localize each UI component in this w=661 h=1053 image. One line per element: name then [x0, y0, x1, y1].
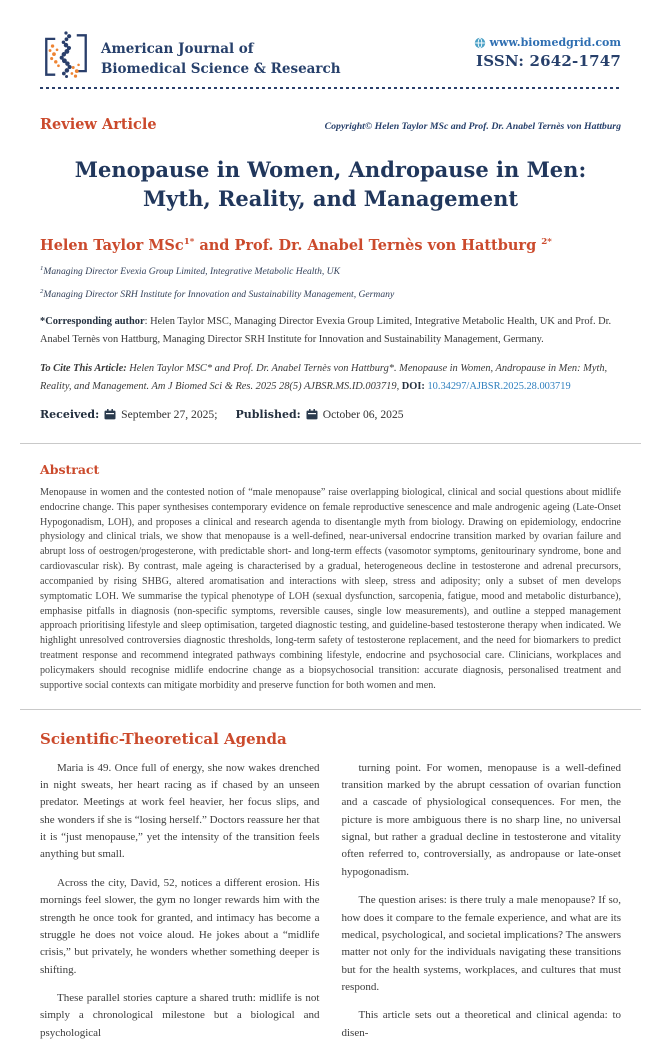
calendar-icon: [306, 409, 318, 420]
corresponding-author-block: [40, 313, 621, 349]
citation-label: To Cite This Article:: [40, 362, 130, 374]
journal-name-line1: American Journal of: [101, 41, 254, 57]
authors-line: [40, 237, 621, 254]
journal-issn: ISSN: 2642-1747: [475, 52, 621, 70]
two-column-body: [40, 760, 621, 1053]
doi-link[interactable]: 10.34297/AJBSR.2025.28.003719: [427, 380, 571, 392]
affiliation-2: [40, 288, 621, 300]
article-type-label: Review Article: [40, 116, 157, 133]
author-1-name: Helen Taylor MSc: [40, 236, 184, 254]
corresponding-author-label: *Corresponding author: [40, 316, 145, 328]
author-2-superscript: 2*: [541, 236, 552, 247]
globe-icon: [474, 37, 486, 49]
journal-header: [40, 30, 621, 80]
abstract-text: Menopause in women and the contested notion of “male menopause” raise overlapping biological, clinical and social questions about midlife endocrine change. This paper synthesises contemporary evidence on female reproductive senescence and male androgenic ageing (Late-Onset Hypogonadism, LOH), and proposes a clinical and research agenda to disentangle myth from biology. Drawing on epidemiology, endocrine physiology and clinical trials, we show that menopause is a well-defined, near-universal endocrine transition marked by ovarian failure and abrupt loss of oestrogen/progesterone, with predictable short- and long-term effects (vasomotor symptoms, genitourinary syndrome, bone and cardiovascular risk). By contrast, male ageing is characterised by a gradual, heterogeneous decline in testosterone and adrenal precursors, accompanied by rising SHBG, altered aromatisation and interactions with sleep, stress and adiposity; only a subset of men develops symptomatic LOH. We summarise the typical phenotype of LOH (sexual dysfunction, sarcopenia, fatigue, mood and metabolic disturbance), emphasise pitfalls in diagnosis (non-specific symptoms, reversible causes, single low measurements), and outline a stepped management approach prioritising lifestyle and sleep optimisation, targeted diagnostic testing, and guideline-based testosterone therapy when indicated. We highlight unresolved controversies diagnostic thresholds, long-term safety of testosterone replacement, and the need for biomarkers to predict treatment response and recommend integrated pathways combining lifestyle, endocrine and psychosocial care. Clinicians, workplaces and policymakers should recognise midlife endocrine change as a biopsychosocial transition: accurate diagnosis, personalised treatment and supportive social contexts can mitigate morbidity and preserve function for both women and men.: [40, 486, 621, 691]
affiliation-1-text: Managing Director Evexia Group Limited, Integrative Metabolic Health, UK: [43, 265, 340, 277]
section-divider: [20, 709, 641, 710]
journal-website-line: [474, 36, 621, 49]
article-meta-row: [40, 116, 621, 133]
agenda-heading: Scientific-Theoretical Agenda: [40, 729, 287, 748]
copyright-text: Copyright© Helen Taylor MSc and Prof. Dr. Anabel Ternès von Hattburg: [324, 121, 621, 132]
body-paragraph: This article sets out a theoretical and clinical agenda: to disen-: [341, 1009, 621, 1039]
affiliation-1: [40, 265, 621, 277]
journal-website-link[interactable]: www.biomedgrid.com: [489, 36, 621, 49]
dates-line: [40, 408, 621, 421]
author-1-superscript: 1*: [183, 236, 195, 247]
authors-joiner: and: [194, 236, 235, 254]
author-2-name: Prof. Dr. Anabel Ternès von Hattburg: [234, 236, 542, 254]
affiliation-1-superscript: 1: [40, 264, 44, 272]
dashed-divider: [40, 87, 621, 89]
body-paragraph: The question arises: is there truly a male menopause? If so, how does it compare to the female experience, and what are its medical, psychological, and societal implications? The answers matter not only for the individuals navigating these transitions but for the health systems, workplaces, and cultures that must respond.: [341, 894, 621, 994]
doi-label: DOI:: [401, 380, 428, 392]
journal-brand: [40, 30, 341, 80]
citation-block: [40, 360, 621, 396]
published-date: October 06, 2025: [322, 407, 404, 421]
calendar-icon: [104, 409, 116, 420]
left-column: [40, 760, 320, 1053]
corresponding-author-text: : Helen Taylor MSC, Managing Director Evexia Group Limited, Integrative Metabolic Health, UK and Prof. Dr. Anabel Ternès von Hattburg, Managing Director SRH Institute for Innovation and Sustainability Management, Germany.: [40, 316, 612, 346]
journal-name-line2: Biomedical Science & Research: [101, 61, 341, 78]
body-paragraph: These parallel stories capture a shared truth: midlife is not simply a chronological milestone but a biological and psychological: [40, 992, 320, 1039]
article-title: Menopause in Women, Andropause in Men: Myth, Reality, and Management: [74, 157, 587, 212]
body-paragraph: Maria is 49. Once full of energy, she now wakes drenched in night sweats, her heart racing as if chased by an unseen predator. Meetings at work feel heavier, her focus slips, and she wonders if she is “losing herself.” Doctors reassure her that it is “just menopause,” yet the intensity of the transition feels anything but small.: [40, 761, 320, 861]
journal-name: [101, 30, 341, 80]
journal-dna-logo-icon: [40, 30, 92, 80]
received-date: September 27, 2025;: [121, 407, 218, 421]
body-paragraph: turning point. For women, menopause is a well-defined transition marked by the abrupt cessation of ovarian function and a cascade of physiological consequences. For men, the picture is more ambiguous there is no sharp line, no universal signal, but rather a gradual decline in testosterone and vitality often referred to, controversially, as andropause or late-onset hypogonadism.: [341, 761, 621, 878]
citation-text: Helen Taylor MSC* and Prof. Dr. Anabel Ternès von Hattburg*. Menopause in Women, Andropause in Men: Myth, Reality, and Management. Am J Biomed Sci & Res. 2025 28(5) AJBSR.MS.ID.003719,: [40, 362, 608, 392]
affiliation-2-superscript: 2: [40, 287, 44, 295]
affiliation-2-text: Managing Director SRH Institute for Innovation and Sustainability Management, Germany: [43, 289, 395, 301]
section-divider: [20, 443, 641, 444]
abstract-heading: Abstract: [40, 461, 100, 477]
right-column: [342, 760, 622, 1053]
published-label: Published:: [235, 407, 301, 421]
journal-header-right: [474, 30, 621, 70]
body-paragraph: Across the city, David, 52, notices a different erosion. His mornings feel slower, the gym no longer rewards him with the strength he once took for granted, and intimacy has become a struggle he does not voice aloud. He jokes about a “midlife crisis,” but privately, he wonders whether something deeper is shifting.: [40, 876, 320, 976]
received-label: Received:: [40, 407, 100, 421]
